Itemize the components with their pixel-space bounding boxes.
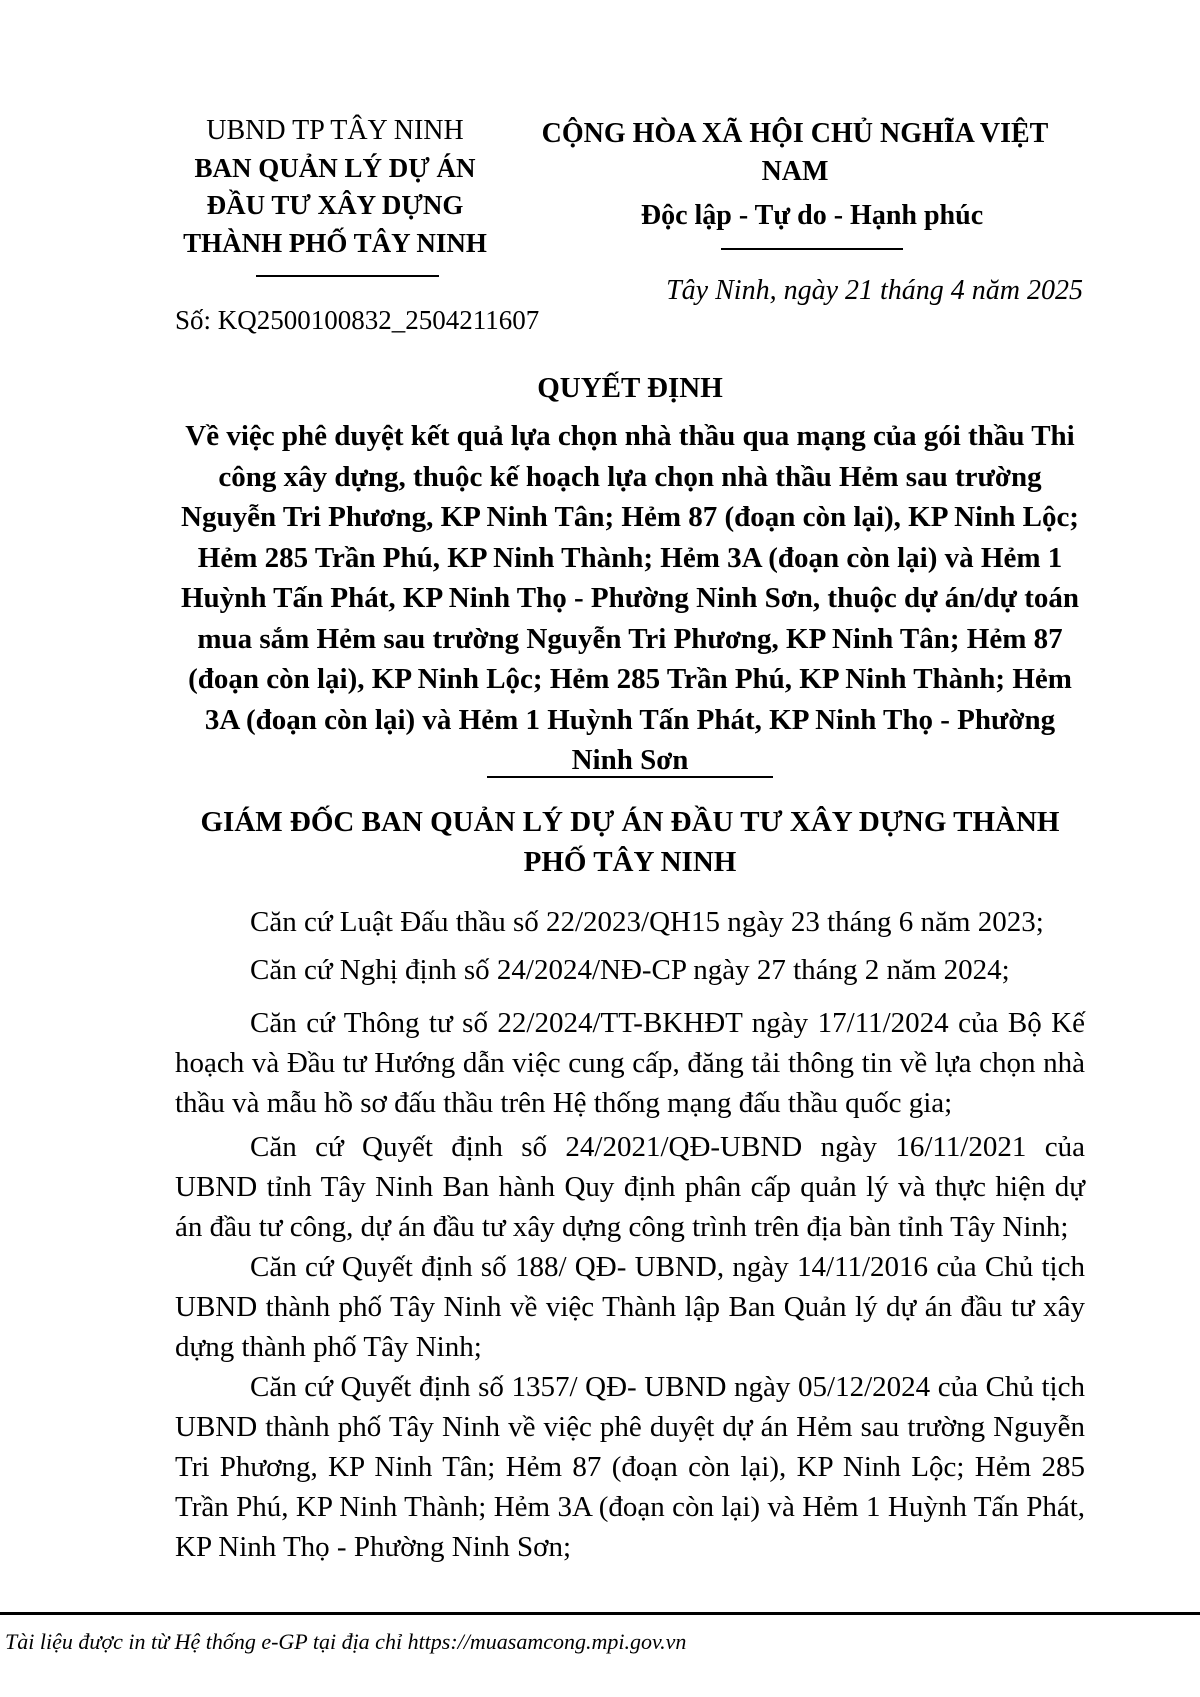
issuer-parent-org: UBND TP TÂY NINH (206, 115, 464, 146)
citation-paragraph: Căn cứ Nghị định số 24/2024/NĐ-CP ngày 27 tháng 2 năm 2024; (250, 954, 1010, 986)
footer-print-note: Tài liệu được in từ Hệ thống e-GP tại địa chỉ https://muasamcong.mpi.gov.vn (5, 1629, 687, 1654)
subject-divider (487, 776, 773, 778)
decision-heading: QUYẾT ĐỊNH (537, 372, 723, 404)
national-header-block (505, 115, 1085, 310)
document-number: Số: KQ2500100832_2504211607 (175, 305, 540, 335)
issuer-divider (256, 275, 439, 277)
place-dateline: Tây Ninh, ngày 21 tháng 4 năm 2025 (666, 275, 1083, 306)
decision-subject: Về việc phê duyệt kết quả lựa chọn nhà thầu qua mạng của gói thầu Thi công xây dựng, thuộc kế hoạch lựa chọn nhà thầu Hẻm sau trường Nguyễn Tri Phương, KP Ninh Tân; Hẻm 87 (đoạn còn lại), KP Ninh Lộc; Hẻm 285 Trần Phú, KP Ninh Thành; Hẻm 3A (đoạn còn lại) và Hẻm 1 Huỳnh Tấn Phát, KP Ninh Thọ - Phường Ninh Sơn, thuộc dự án/dự toán mua sắm Hẻm sau trường Nguyễn Tri Phương, KP Ninh Tân; Hẻm 87 (đoạn còn lại), KP Ninh Lộc; Hẻm 285 Trần Phú, KP Ninh Thành; Hẻm 3A (đoạn còn lại) và Hẻm 1 Huỳnh Tấn Phát, KP Ninh Thọ - Phường Ninh Sơn (181, 420, 1079, 776)
issuer-org-name: BAN QUẢN LÝ DỰ ÁN ĐẦU TƯ XÂY DỰNG THÀNH PHỐ TÂY NINH (183, 152, 487, 258)
citation-paragraph: Căn cứ Quyết định số 1357/ QĐ- UBND ngày 05/12/2024 của Chủ tịch UBND thành phố Tây Ninh về việc phê duyệt dự án Hẻm sau trường Nguyễn Tri Phương, KP Ninh Tân; Hẻm 87 (đoạn còn lại), KP Ninh Lộc; Hẻm 285 Trần Phú, KP Ninh Thành; Hẻm 3A (đoạn còn lại) và Hẻm 1 Huỳnh Tấn Phát, KP Ninh Thọ - Phường Ninh Sơn; (175, 1371, 1085, 1563)
citation-paragraph: Căn cứ Quyết định số 188/ QĐ- UBND, ngày 14/11/2016 của Chủ tịch UBND thành phố Tây Ninh về việc Thành lập Ban Quản lý dự án đầu tư xây dựng thành phố Tây Ninh; (175, 1251, 1085, 1363)
national-motto: Độc lập - Tự do - Hạnh phúc (640, 200, 984, 231)
authority-heading: GIÁM ĐỐC BAN QUẢN LÝ DỰ ÁN ĐẦU TƯ XÂY DỰNG THÀNH PHỐ TÂY NINH (200, 806, 1060, 878)
footer-rule (0, 1612, 1200, 1615)
citation-paragraph: Căn cứ Thông tư số 22/2024/TT-BKHĐT ngày 17/11/2024 của Bộ Kế hoạch và Đầu tư Hướng dẫn việc cung cấp, đăng tải thông tin về lựa chọn nhà thầu và mẫu hồ sơ đấu thầu trên Hệ thống mạng đấu thầu quốc gia; (175, 1007, 1085, 1119)
motto-divider (721, 248, 903, 250)
citation-paragraph: Căn cứ Luật Đấu thầu số 22/2023/QH15 ngày 23 tháng 6 năm 2023; (250, 906, 1044, 938)
citation-paragraph: Căn cứ Quyết định số 24/2021/QĐ-UBND ngày 16/11/2021 của UBND tỉnh Tây Ninh Ban hành Quy định phân cấp quản lý và thực hiện dự án đầu tư công, dự án đầu tư xây dựng công trình trên địa bàn tỉnh Tây Ninh; (175, 1131, 1085, 1243)
national-title: CỘNG HÒA XÃ HỘI CHỦ NGHĨA VIỆT NAM (541, 118, 1049, 187)
issuer-block (170, 112, 500, 277)
citations-block (175, 902, 1085, 1567)
